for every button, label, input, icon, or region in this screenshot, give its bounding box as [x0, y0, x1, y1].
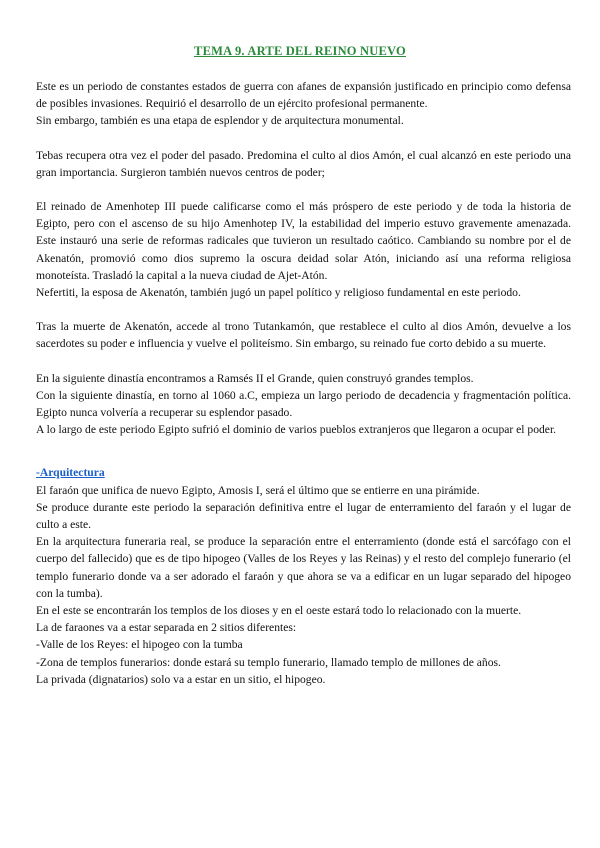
paragraph: Se produce durante este periodo la separación definitiva entre el lugar de enterramiento del faraón y el lugar de culto a este. [36, 500, 571, 532]
paragraph: La privada (dignatarios) solo va a estar en un sitio, el hipogeo. [36, 672, 326, 686]
paragraph: Nefertiti, la esposa de Akenatón, también jugó un papel político y religioso fundamental en este periodo. [36, 286, 521, 300]
section-heading-arquitectura: -Arquitectura [36, 466, 105, 480]
page-title: TEMA 9. ARTE DEL REINO NUEVO [194, 44, 406, 58]
paragraph: En la siguiente dinastía encontramos a Ramsés II el Grande, quien construyó grandes templos. [36, 371, 474, 385]
document-body [36, 78, 571, 688]
list-item: -Valle de los Reyes: el hipogeo con la tumba [36, 638, 243, 652]
paragraph: Este es un periodo de constantes estados de guerra con afanes de expansión justificado en principio como defensa de posibles invasiones. Requirió el desarrollo de un ejército profesional permanente. [36, 80, 571, 111]
paragraph: El reinado de Amenhotep III puede calificarse como el más próspero de este periodo y de toda la historia de Egipto, pero con el ascenso de su hijo Amenhotep IV, la estabilidad del imperio estuvo gravemente amenazada. Este instauró una serie de reformas radicales que tuvieron un resultado caótico. Cambiando su nombre por el de Akenatón, promovió como dios supremo la oscura deidad solar Atón, iniciando así una reforma religiosa monoteísta. Trasladó la capital a la nueva ciudad de Ajet-Atón. [36, 200, 571, 282]
paragraph: Tras la muerte de Akenatón, accede al trono Tutankamón, que restablece el culto al dios Amón, devuelve a los sacerdotes su poder e influencia y vuelve el politeísmo. Sin embargo, su reinado fue corto debido a su muerte. [36, 320, 571, 351]
paragraph: El faraón que unifica de nuevo Egipto, Amosis I, será el último que se entierre en una pirámide. [36, 483, 480, 497]
paragraph: A lo largo de este periodo Egipto sufrió el dominio de varios pueblos extranjeros que llegaron a ocupar el poder. [36, 423, 557, 437]
list-item: -Zona de templos funerarios: donde estará su templo funerario, llamado templo de millones de años. [36, 655, 501, 669]
paragraph: Con la siguiente dinastía, en torno al 1060 a.C, empieza un largo periodo de decadencia y fragmentación política. Egipto nunca volvería a recuperar su esplendor pasado. [36, 388, 571, 420]
paragraph: En la arquitectura funeraria real, se produce la separación entre el enterramiento (donde está el sarcófago con el cuerpo del fallecido) que es de tipo hipogeo (Valles de los Reyes y las Reinas) y el resto del complejo funerario (el templo funerario donde va a ser adorado el faraón y que ahora se va a edificar en un lugar separado del hipogeo con la tumba). [36, 535, 571, 600]
paragraph: Tebas recupera otra vez el poder del pasado. Predomina el culto al dios Amón, el cual alcanzó en este periodo una gran importancia. Surgieron también nuevos centros de poder; [36, 148, 571, 179]
paragraph: La de faraones va a estar separada en 2 sitios diferentes: [36, 621, 297, 635]
paragraph: En el este se encontrarán los templos de los dioses y en el oeste estará todo lo relacionado con la muerte. [36, 604, 522, 618]
paragraph: Sin embargo, también es una etapa de esplendor y de arquitectura monumental. [36, 114, 404, 128]
